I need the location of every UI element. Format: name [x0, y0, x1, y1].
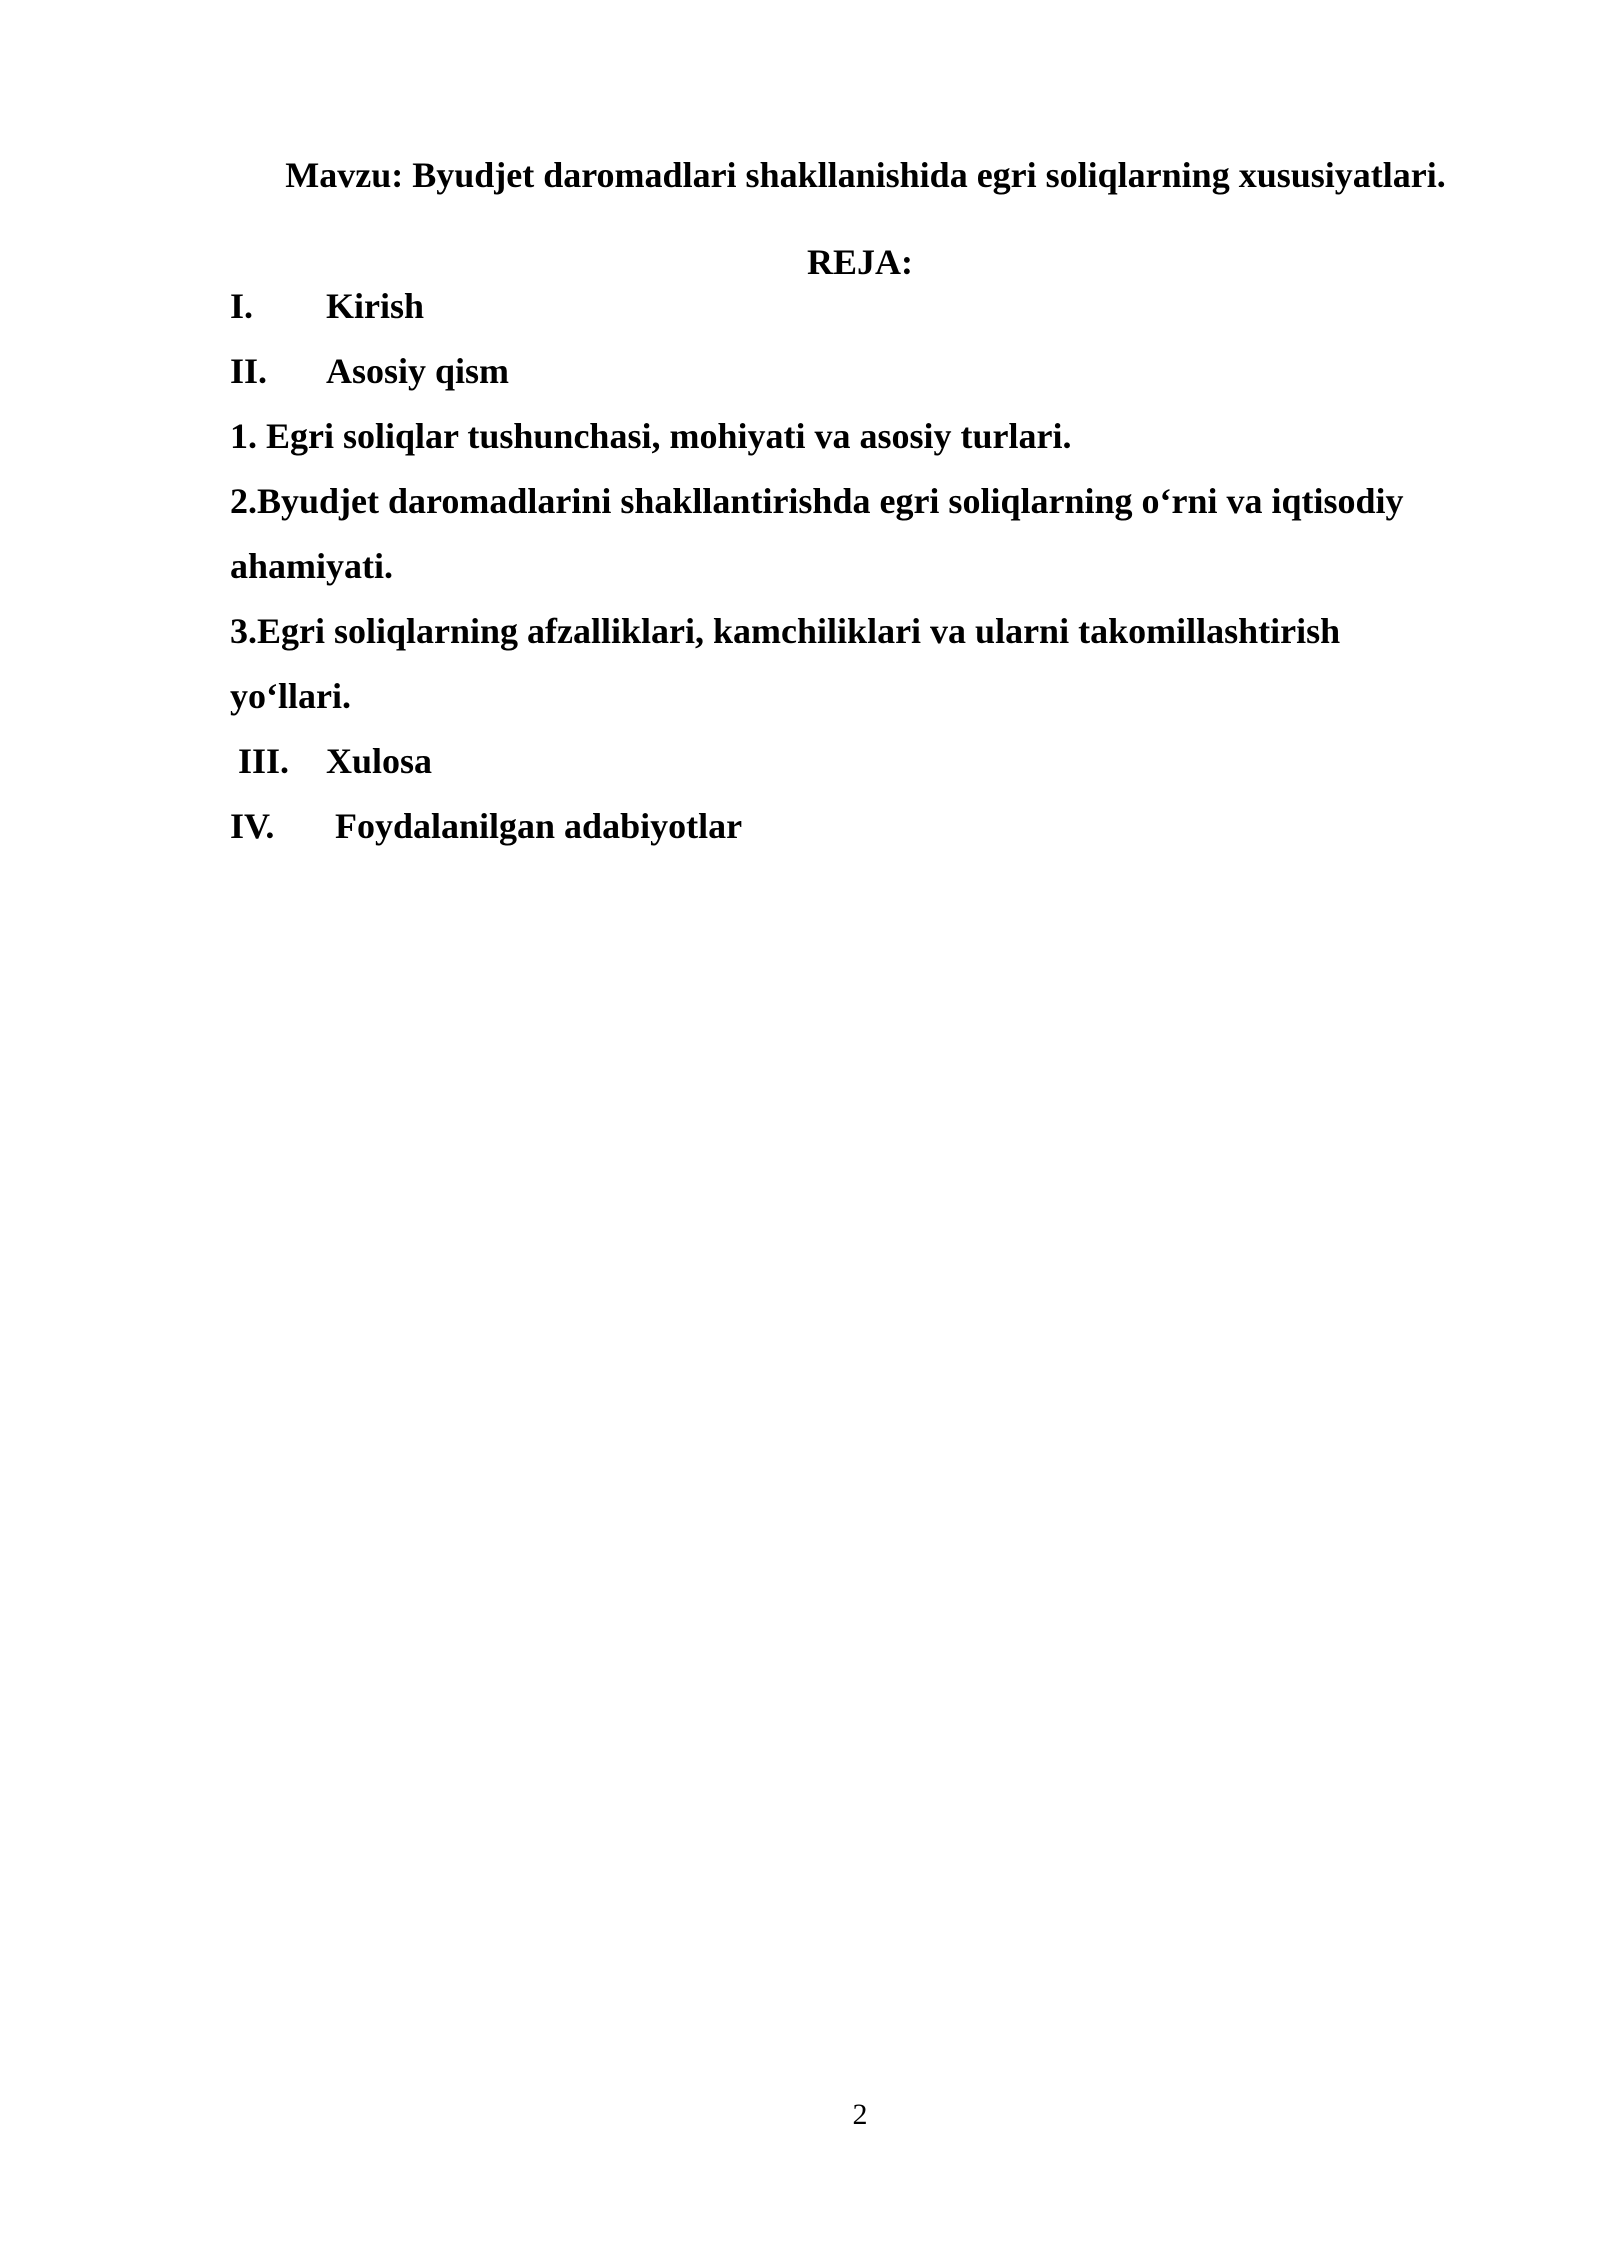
- plan-subitem-3-line-2: yo‘llari.: [230, 676, 351, 716]
- plan-item-label: Kirish: [326, 286, 425, 326]
- plan-subitem-2-line-2: ahamiyati.: [230, 546, 394, 586]
- plan-item-numeral: I.: [230, 286, 254, 326]
- plan-item-introduction: [230, 288, 424, 324]
- document-title: Mavzu: Byudjet daromadlari shakllanishida egri soliqlarning xususiyatlari.: [285, 155, 1446, 195]
- plan-item-main-part: [230, 353, 509, 389]
- page-number: 2: [852, 2098, 868, 2131]
- plan-item-conclusion: [238, 743, 432, 779]
- plan-item-numeral: IV.: [230, 806, 275, 846]
- plan-item-label: Foydalanilgan adabiyotlar: [335, 806, 743, 846]
- plan-heading: REJA:: [807, 242, 913, 282]
- plan-subitem-1: 1. Egri soliqlar tushunchasi, mohiyati va asosiy turlari.: [230, 416, 1072, 456]
- plan-item-label: Xulosa: [326, 741, 433, 781]
- plan-item-label: Asosiy qism: [326, 351, 510, 391]
- plan-item-references: [230, 808, 742, 844]
- plan-item-numeral: II.: [230, 351, 268, 391]
- plan-item-numeral: III.: [238, 741, 290, 781]
- plan-subitem-2-line-1: 2.Byudjet daromadlarini shakllantirishda egri soliqlarning o‘rni va iqtisodiy: [230, 481, 1404, 521]
- plan-subitem-3-line-1: 3.Egri soliqlarning afzalliklari, kamchiliklari va ularni takomillashtirish: [230, 611, 1341, 651]
